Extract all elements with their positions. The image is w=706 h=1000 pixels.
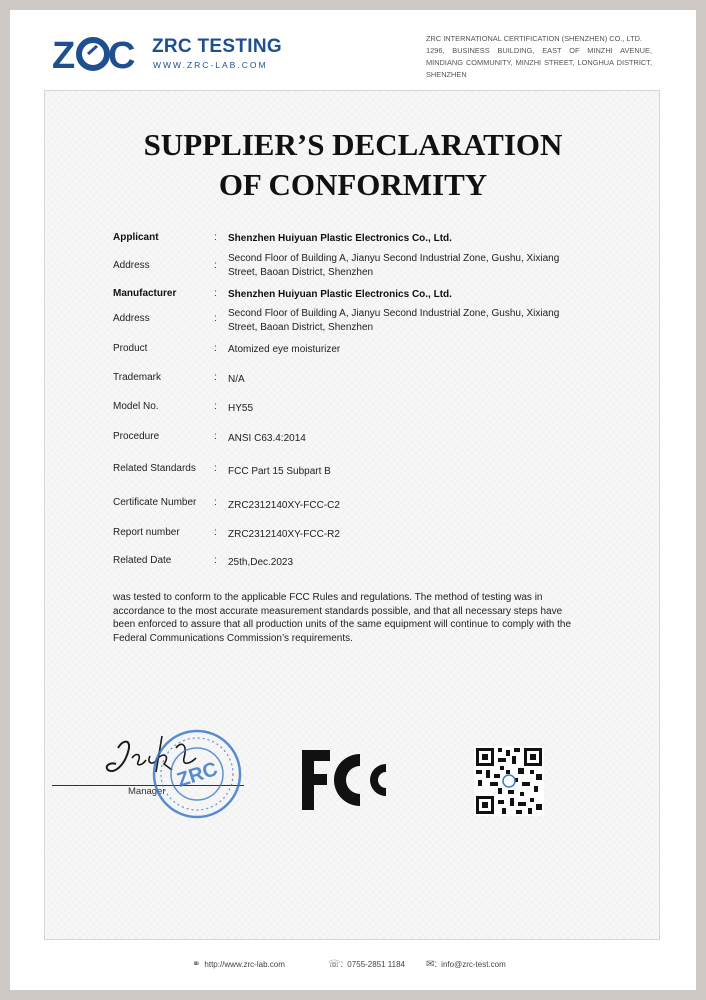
field-value: Second Floor of Building A, Jianyu Second Industrial Zone, Gushu, Xixiang Street, Baoan District, Shenzhen [228,253,560,278]
field-separator: : [214,313,217,324]
field-value: Shenzhen Huiyuan Plastic Electronics Co., Ltd. [228,289,452,300]
field-label: Product [113,343,148,354]
title-line-1: SUPPLIER’S DECLARATION [143,127,563,162]
company-info [426,33,652,81]
field-label: Manufacturer [113,288,177,299]
footer-email[interactable] [426,959,506,970]
field-value: Shenzhen Huiyuan Plastic Electronics Co., Ltd. [228,233,452,244]
svg-text:C: C [108,35,136,76]
field-value: ZRC2312140XY-FCC-R2 [228,529,340,540]
footer-website-text: http://www.zrc-lab.com [204,960,285,969]
field-value: N/A [228,374,245,385]
field-label: Address [113,260,150,271]
field-separator: : [214,431,217,442]
svg-text:Z: Z [52,35,76,76]
field-separator: : [214,260,217,271]
mail-icon: ✉: [426,959,438,970]
footer-phone [328,959,405,970]
field-label: Applicant [113,232,159,243]
company-name: ZRC INTERNATIONAL CERTIFICATION (SHENZHEN) CO., LTD. [426,34,642,43]
field-value: ZRC2312140XY-FCC-C2 [228,500,340,511]
footer-email-text: info@zrc-test.com [441,960,506,969]
svg-text:ZRC: ZRC [174,758,221,792]
logo-company-name: ZRC TESTING [152,36,282,57]
field-label: Address [113,313,150,324]
field-separator: : [214,463,217,474]
field-separator: : [214,232,217,243]
field-label: Procedure [113,431,160,442]
field-label: Model No. [113,401,159,412]
field-separator: : [214,401,217,412]
field-value: HY55 [228,403,254,414]
field-label: Trademark [113,372,161,383]
field-separator: : [214,343,217,354]
footer-website[interactable] [192,959,285,970]
zrc-logo [52,32,282,76]
field-value: Second Floor of Building A, Jianyu Second Industrial Zone, Gushu, Xixiang Street, Baoan District, Shenzhen [228,308,560,333]
field-label: Certificate Number [113,497,197,508]
logo-website: WWW.ZRC-LAB.COM [153,60,268,70]
footer-phone-text: 0755-2851 1184 [347,960,405,969]
field-separator: : [214,555,217,566]
field-value: FCC Part 15 Subpart B [228,466,331,477]
zrc-stamp-seal [151,728,243,820]
qr-code [474,746,544,816]
zrc-logo-mark [52,32,152,76]
phone-icon: ☏: [328,959,344,970]
field-label: Related Standards [113,463,196,474]
field-label: Related Date [113,555,172,566]
title-line-2: OF CONFORMITY [218,167,488,202]
declaration-text: was tested to conform to the applicable FCC Rules and regulations. The method of testing was in accordance to the most accurate measurement standards possible, and that all necessary steps have been enforced to assure that all production units of the same equipment will continue to comply with the Federal Communications Commission’s requirements. [113,592,572,644]
field-label: Report number [113,527,180,538]
fcc-logo [300,748,390,812]
field-value: 25th,Dec.2023 [228,557,294,568]
company-address: 1296, BUSINESS BUILDING, EAST OF MINZHI AVENUE, MINDIANG COMMUNITY, MINZHI STREET, LONGHUA DISTRICT, SHENZHEN [426,46,652,79]
field-separator: : [214,288,217,299]
field-value: Atomized eye moisturizer [228,344,341,355]
field-separator: : [214,497,217,508]
field-separator: : [214,527,217,538]
field-value: ANSI C63.4:2014 [228,433,306,444]
manager-label: Manager [128,786,166,797]
certificate-title [45,125,661,205]
globe-icon: ⚭ [192,959,201,970]
field-separator: : [214,372,217,383]
